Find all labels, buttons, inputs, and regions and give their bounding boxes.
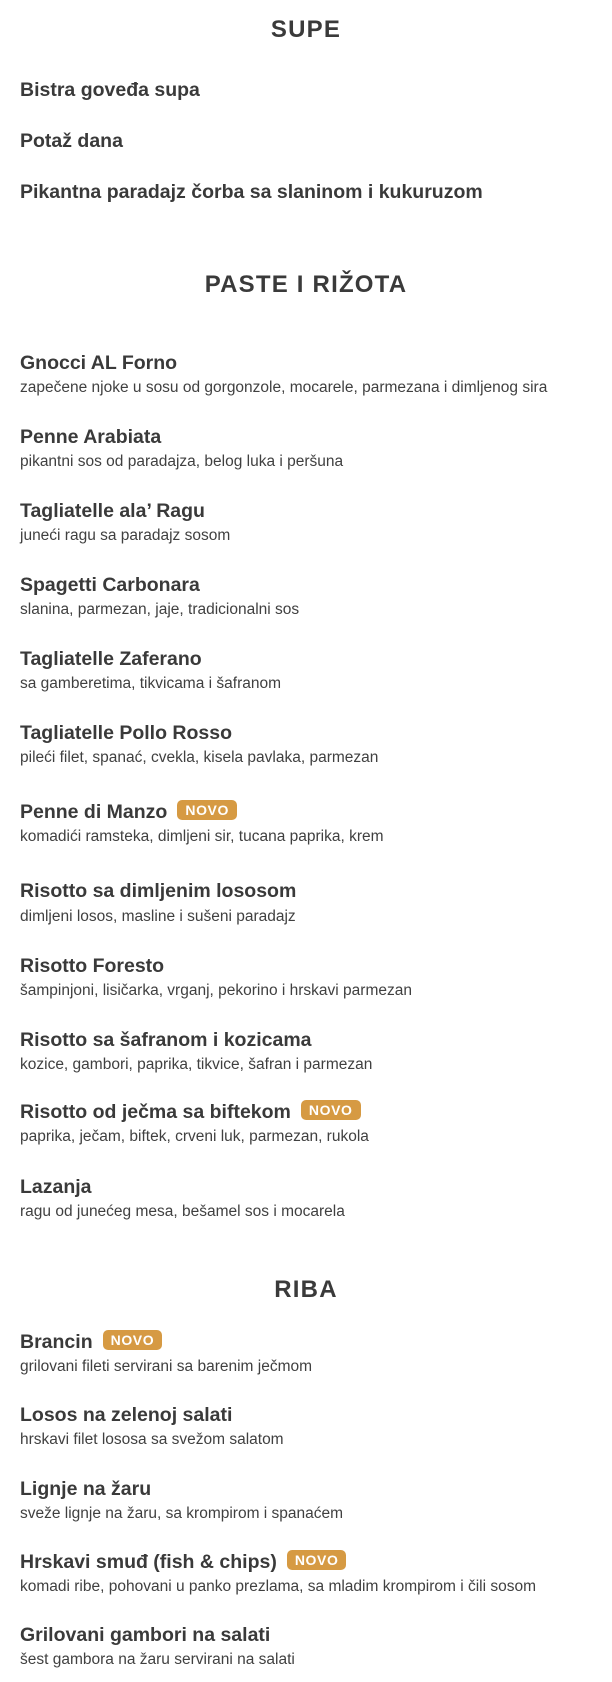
menu-item-name: Lazanja — [20, 1176, 92, 1198]
menu-item-name: Risotto od ječma sa biftekom — [20, 1101, 291, 1123]
menu-item-with-badge — [20, 1100, 361, 1124]
menu-item-with-badge — [20, 800, 237, 824]
menu-item-description: dimljeni losos, masline i sušeni paradajz — [20, 908, 296, 925]
section-title-supe: SUPE — [270, 16, 342, 43]
menu-item-name: Brancin — [20, 1331, 93, 1353]
menu-item-description: komadi ribe, pohovani u panko prezlama, sa mladim krompirom i čili sosom — [20, 1578, 537, 1595]
menu-item-description: zapečene njoke u sosu od gorgonzole, mocarele, parmezana i dimljenog sira — [20, 379, 548, 396]
menu-item-name: Risotto sa šafranom i kozicama — [20, 1029, 312, 1051]
menu-item-name: Tagliatelle Pollo Rosso — [20, 722, 233, 744]
menu-item-description: šest gambora na žaru servirani na salati — [20, 1651, 295, 1668]
menu-item-description: grilovani fileti servirani sa barenim ječmom — [20, 1358, 313, 1375]
new-badge: NOVO — [301, 1100, 361, 1120]
menu-item-description: šampinjoni, lisičarka, vrganj, pekorino i hrskavi parmezan — [20, 982, 412, 999]
menu-item-name: Tagliatelle Zaferano — [20, 648, 202, 670]
menu-item-description: pileći filet, spanać, cvekla, kisela pavlaka, parmezan — [20, 749, 379, 766]
new-badge: NOVO — [103, 1330, 163, 1350]
menu-item-name: Tagliatelle ala’ Ragu — [20, 500, 205, 522]
section-title-riba: RIBA — [274, 1276, 338, 1303]
new-badge: NOVO — [287, 1550, 347, 1570]
menu-item-description: ragu od junećeg mesa, bešamel sos i mocarela — [20, 1203, 345, 1220]
menu-item-name: Pikantna paradajz čorba sa slaninom i kukuruzom — [20, 181, 483, 203]
section-title-paste: PASTE I RIŽOTA — [204, 271, 408, 298]
menu-item-description: pikantni sos od paradajza, belog luka i peršuna — [20, 453, 344, 470]
menu-item-description: kozice, gambori, paprika, tikvice, šafran i parmezan — [20, 1056, 373, 1073]
menu-item-name: Risotto sa dimljenim lososom — [20, 880, 297, 902]
menu-item-name: Losos na zelenoj salati — [20, 1404, 233, 1426]
menu-item-name: Lignje na žaru — [20, 1478, 152, 1500]
menu-item-name: Penne di Manzo — [20, 801, 168, 823]
menu-item-name: Penne Arabiata — [20, 426, 162, 448]
menu-item-with-badge — [20, 1330, 162, 1354]
menu-item-description: hrskavi filet lososa sa svežom salatom — [20, 1431, 284, 1448]
new-badge: NOVO — [177, 800, 237, 820]
menu-item-description: juneći ragu sa paradajz sosom — [20, 527, 231, 544]
menu-item-description: komadići ramsteka, dimljeni sir, tucana paprika, krem — [20, 828, 384, 845]
menu-item-name: Risotto Foresto — [20, 955, 165, 977]
menu-item-name: Potaž dana — [20, 130, 123, 152]
menu-item-description: paprika, ječam, biftek, crveni luk, parmezan, rukola — [20, 1128, 369, 1145]
menu-item-name: Grilovani gambori na salati — [20, 1624, 271, 1646]
menu-item-description: sveže lignje na žaru, sa krompirom i spanaćem — [20, 1505, 344, 1522]
menu-item-description: slanina, parmezan, jaje, tradicionalni sos — [20, 601, 300, 618]
menu-item-description: sa gamberetima, tikvicama i šafranom — [20, 675, 282, 692]
menu-item-name: Hrskavi smuđ (fish & chips) — [20, 1551, 277, 1573]
menu-item-name: Spagetti Carbonara — [20, 574, 200, 596]
menu-item-name: Bistra goveđa supa — [20, 79, 200, 101]
menu-item-name: Gnocci AL Forno — [20, 352, 178, 374]
menu-item-with-badge — [20, 1550, 346, 1574]
